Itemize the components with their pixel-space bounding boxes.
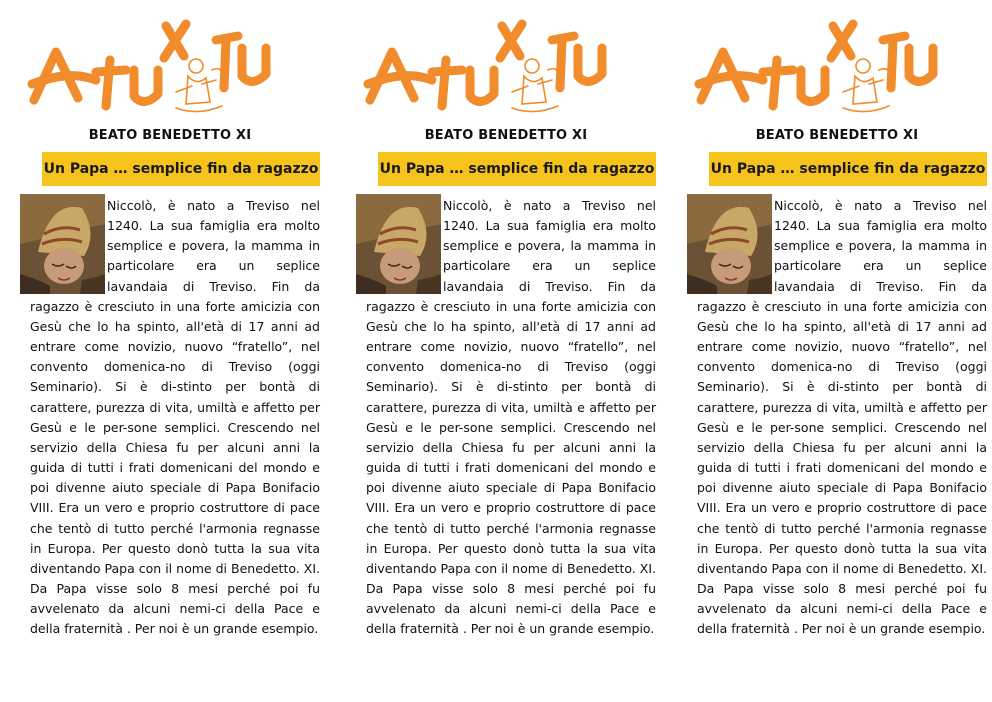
body-text-container (697, 196, 987, 639)
logo-graphic (26, 14, 281, 124)
body-text-container (30, 196, 320, 639)
leaflet-column-2 (356, 0, 656, 702)
leaflet-column-3 (687, 0, 987, 702)
body-text: Niccolò, è nato a Treviso nel 1240. La sua famiglia era molto semplice e povera, la mamma in particolare era un seplice lavandaia di Treviso. Fin da ragazzo è cresciuto in una forte amicizia con Gesù che lo ha spinto, all'età di 17 anni ad entrare come novizio, nuovo “fratello”, nel convento domenica-no di Treviso (oggi Seminario). Si è di-stinto per bontà di carattere, purezza di vita, umiltà e affetto per Gesù e le per-sone semplici. Crescendo nel servizio della Chiesa fu per alcuni anni la guida di tutti i frati domenicani del mondo e poi divenne aiuto speciale di Papa Bonifacio VIII. Era un vero e proprio costruttore di pace che tentò di tutto perché l'armonia regnasse in Europa. Per questo donò tutta la sua vita diventando Papa con il nome di Benedetto. XI. Da Papa visse solo 8 mesi perché poi fu avvelenato da alcuni nemi-ci della Pace e della fraternità . Per noi è un grande esempio. (30, 198, 320, 637)
body-text-container (366, 196, 656, 639)
subtitle: Un Papa … semplice fin da ragazzo (710, 161, 986, 177)
body-text: Niccolò, è nato a Treviso nel 1240. La sua famiglia era molto semplice e povera, la mamma in particolare era un seplice lavandaia di Treviso. Fin da ragazzo è cresciuto in una forte amicizia con Gesù che lo ha spinto, all'età di 17 anni ad entrare come novizio, nuovo “fratello”, nel convento domenica-no di Treviso (oggi Seminario). Si è di-stinto per bontà di carattere, purezza di vita, umiltà e affetto per Gesù e le per-sone semplici. Crescendo nel servizio della Chiesa fu per alcuni anni la guida di tutti i frati domenicani del mondo e poi divenne aiuto speciale di Papa Bonifacio VIII. Era un vero e proprio costruttore di pace che tentò di tutto perché l'armonia regnasse in Europa. Per questo donò tutta la sua vita diventando Papa con il nome di Benedetto. XI. Da Papa visse solo 8 mesi perché poi fu avvelenato da alcuni nemi-ci della Pace e della fraternità . Per noi è un grande esempio. (366, 198, 656, 637)
page-heading: BEATO BENEDETTO XI (88, 128, 252, 143)
page-heading: BEATO BENEDETTO XI (424, 128, 588, 143)
subtitle: Un Papa … semplice fin da ragazzo (43, 161, 319, 177)
subtitle: Un Papa … semplice fin da ragazzo (379, 161, 655, 177)
subtitle-banner (378, 152, 656, 186)
logo-graphic (693, 14, 948, 124)
logo-graphic (362, 14, 617, 124)
subtitle-banner (42, 152, 320, 186)
body-text: Niccolò, è nato a Treviso nel 1240. La sua famiglia era molto semplice e povera, la mamma in particolare era un seplice lavandaia di Treviso. Fin da ragazzo è cresciuto in una forte amicizia con Gesù che lo ha spinto, all'età di 17 anni ad entrare come novizio, nuovo “fratello”, nel convento domenica-no di Treviso (oggi Seminario). Si è di-stinto per bontà di carattere, purezza di vita, umiltà e affetto per Gesù e le per-sone semplici. Crescendo nel servizio della Chiesa fu per alcuni anni la guida di tutti i frati domenicani del mondo e poi divenne aiuto speciale di Papa Bonifacio VIII. Era un vero e proprio costruttore di pace che tentò di tutto perché l'armonia regnasse in Europa. Per questo donò tutta la sua vita diventando Papa con il nome di Benedetto. XI. Da Papa visse solo 8 mesi perché poi fu avvelenato da alcuni nemi-ci della Pace e della fraternità . Per noi è un grande esempio. (697, 198, 987, 637)
subtitle-banner (709, 152, 987, 186)
logo (362, 14, 617, 124)
logo (26, 14, 281, 124)
logo (693, 14, 948, 124)
page-heading: BEATO BENEDETTO XI (755, 128, 919, 143)
leaflet-column-1 (20, 0, 320, 702)
